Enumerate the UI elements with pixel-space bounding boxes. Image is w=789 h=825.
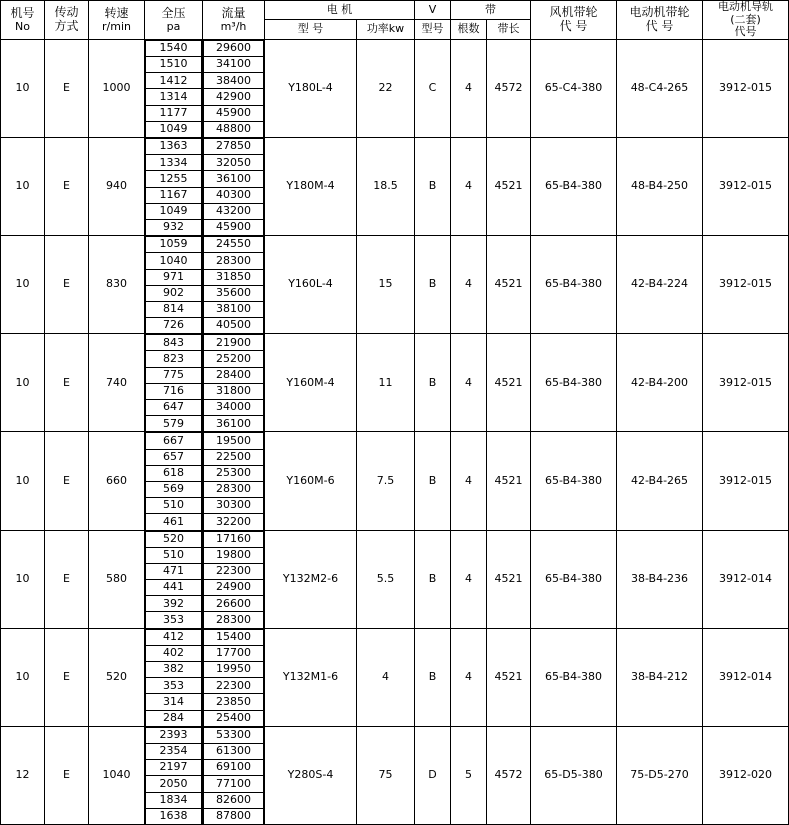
cell-flow-rate-value: 17160	[204, 531, 264, 547]
cell-motor-model: Y132M1-6	[265, 628, 357, 726]
cell-rotation-speed: 660	[89, 432, 145, 530]
cell-v-type: C	[415, 39, 451, 137]
cell-drive-type: E	[45, 432, 89, 530]
cell-belt-count: 4	[451, 138, 487, 236]
cell-flow-rate-value: 61300	[204, 743, 264, 759]
cell-total-pressure-value: 1540	[146, 40, 202, 56]
cell-flow-rate-value: 23850	[204, 694, 264, 710]
header-motor-model: 型 号	[265, 20, 357, 39]
cell-motor-model: Y132M2-6	[265, 530, 357, 628]
cell-total-pressure-value: 1314	[146, 89, 202, 105]
table-row	[1, 628, 789, 726]
cell-flow-rate-value: 26600	[204, 596, 264, 612]
cell-total-pressure-value: 569	[146, 481, 202, 497]
cell-flow-rate-value: 28300	[204, 253, 264, 269]
header-motor-power: 功率kw	[357, 20, 415, 39]
cell-flow-rate-value: 43200	[204, 203, 264, 219]
cell-total-pressure-value: 1412	[146, 73, 202, 89]
cell-flow-rate	[203, 726, 265, 824]
cell-motor-pulley: 48-C4-265	[617, 39, 703, 137]
cell-total-pressure-value: 843	[146, 335, 202, 351]
cell-flow-rate-value: 25300	[204, 465, 264, 481]
cell-total-pressure	[145, 334, 203, 432]
cell-total-pressure-value: 579	[146, 416, 202, 432]
cell-motor-pulley: 42-B4-224	[617, 236, 703, 334]
cell-total-pressure-value: 657	[146, 449, 202, 465]
cell-flow-rate-value: 19950	[204, 662, 264, 678]
cell-motor-model: Y160L-4	[265, 236, 357, 334]
table-row	[1, 530, 789, 628]
cell-drive-type: E	[45, 530, 89, 628]
cell-total-pressure	[145, 628, 203, 726]
cell-belt-length: 4521	[487, 432, 531, 530]
cell-flow-rate-value: 25200	[204, 351, 264, 367]
cell-total-pressure	[145, 138, 203, 236]
cell-total-pressure-value: 716	[146, 383, 202, 399]
cell-v-type: B	[415, 530, 451, 628]
cell-flow-rate	[203, 236, 265, 334]
table-row	[1, 236, 789, 334]
cell-total-pressure-value: 2393	[146, 727, 202, 743]
header-motor-rail: 电动机导轨 (二套) 代号	[703, 1, 789, 40]
cell-fan-pulley: 65-B4-380	[531, 432, 617, 530]
cell-total-pressure-value: 510	[146, 547, 202, 563]
cell-flow-rate-value: 87800	[204, 808, 264, 824]
cell-motor-rail: 3912-015	[703, 39, 789, 137]
cell-total-pressure-value: 667	[146, 433, 202, 449]
cell-motor-power: 75	[357, 726, 415, 824]
cell-flow-rate-value: 69100	[204, 760, 264, 776]
cell-flow-rate-value: 38100	[204, 301, 264, 317]
cell-total-pressure-value: 353	[146, 678, 202, 694]
cell-motor-rail: 3912-015	[703, 334, 789, 432]
cell-total-pressure-value: 402	[146, 645, 202, 661]
cell-total-pressure-value: 412	[146, 629, 202, 645]
cell-fan-pulley: 65-D5-380	[531, 726, 617, 824]
cell-belt-count: 4	[451, 334, 487, 432]
cell-flow-rate-value: 31800	[204, 383, 264, 399]
header-flow-rate: 流量 m³/h	[203, 1, 265, 40]
cell-drive-type: E	[45, 138, 89, 236]
cell-motor-rail: 3912-014	[703, 530, 789, 628]
cell-drive-type: E	[45, 334, 89, 432]
cell-rotation-speed: 580	[89, 530, 145, 628]
cell-v-type: D	[415, 726, 451, 824]
cell-belt-length: 4521	[487, 530, 531, 628]
cell-fan-pulley: 65-B4-380	[531, 236, 617, 334]
cell-v-type: B	[415, 628, 451, 726]
cell-rotation-speed: 1000	[89, 39, 145, 137]
cell-motor-model: Y160M-4	[265, 334, 357, 432]
cell-total-pressure-value: 1059	[146, 237, 202, 253]
table-body	[1, 39, 789, 824]
cell-total-pressure-value: 775	[146, 367, 202, 383]
cell-motor-model: Y280S-4	[265, 726, 357, 824]
cell-flow-rate-value: 28300	[204, 612, 264, 628]
cell-total-pressure	[145, 530, 203, 628]
cell-machine-no: 10	[1, 432, 45, 530]
cell-total-pressure-value: 471	[146, 563, 202, 579]
cell-total-pressure	[145, 39, 203, 137]
cell-flow-rate-value: 22500	[204, 449, 264, 465]
cell-belt-length: 4521	[487, 628, 531, 726]
cell-flow-rate	[203, 432, 265, 530]
cell-v-type: B	[415, 334, 451, 432]
cell-motor-power: 7.5	[357, 432, 415, 530]
cell-motor-rail: 3912-015	[703, 432, 789, 530]
cell-flow-rate-value: 34100	[204, 57, 264, 73]
cell-motor-pulley: 42-B4-200	[617, 334, 703, 432]
cell-flow-rate	[203, 334, 265, 432]
cell-belt-count: 4	[451, 432, 487, 530]
cell-total-pressure-value: 1638	[146, 808, 202, 824]
table-row	[1, 334, 789, 432]
cell-motor-pulley: 38-B4-212	[617, 628, 703, 726]
header-total-pressure: 全压 pa	[145, 1, 203, 40]
cell-motor-model: Y160M-6	[265, 432, 357, 530]
cell-flow-rate-value: 31850	[204, 269, 264, 285]
header-fan-pulley: 风机带轮 代 号	[531, 1, 617, 40]
cell-motor-pulley: 75-D5-270	[617, 726, 703, 824]
cell-flow-rate-value: 45900	[204, 105, 264, 121]
header-motor-pulley: 电动机带轮 代 号	[617, 1, 703, 40]
cell-flow-rate-value: 28300	[204, 481, 264, 497]
cell-total-pressure-value: 618	[146, 465, 202, 481]
cell-motor-power: 4	[357, 628, 415, 726]
cell-fan-pulley: 65-B4-380	[531, 628, 617, 726]
cell-flow-rate-value: 30300	[204, 498, 264, 514]
table-row	[1, 138, 789, 236]
cell-belt-length: 4572	[487, 726, 531, 824]
cell-flow-rate-value: 32200	[204, 514, 264, 530]
cell-flow-rate-value: 24550	[204, 237, 264, 253]
cell-total-pressure-value: 1334	[146, 155, 202, 171]
cell-total-pressure-value: 971	[146, 269, 202, 285]
cell-rotation-speed: 1040	[89, 726, 145, 824]
cell-motor-power: 5.5	[357, 530, 415, 628]
cell-machine-no: 10	[1, 138, 45, 236]
cell-flow-rate-value: 22300	[204, 563, 264, 579]
cell-total-pressure-value: 1255	[146, 171, 202, 187]
cell-drive-type: E	[45, 236, 89, 334]
table-header	[1, 1, 789, 40]
cell-flow-rate-value: 82600	[204, 792, 264, 808]
cell-total-pressure-value: 392	[146, 596, 202, 612]
cell-flow-rate-value: 15400	[204, 629, 264, 645]
cell-flow-rate-value: 53300	[204, 727, 264, 743]
cell-drive-type: E	[45, 726, 89, 824]
cell-flow-rate-value: 36100	[204, 416, 264, 432]
cell-motor-power: 11	[357, 334, 415, 432]
cell-motor-power: 22	[357, 39, 415, 137]
table-row	[1, 726, 789, 824]
header-belt-length: 带长	[487, 20, 531, 39]
header-v-group: V	[415, 1, 451, 20]
cell-flow-rate	[203, 530, 265, 628]
cell-total-pressure-value: 510	[146, 498, 202, 514]
cell-machine-no: 10	[1, 334, 45, 432]
cell-total-pressure	[145, 432, 203, 530]
cell-flow-rate-value: 40500	[204, 318, 264, 334]
cell-total-pressure-value: 647	[146, 400, 202, 416]
cell-total-pressure-value: 461	[146, 514, 202, 530]
cell-flow-rate-value: 28400	[204, 367, 264, 383]
cell-motor-rail: 3912-015	[703, 236, 789, 334]
cell-flow-rate-value: 19500	[204, 433, 264, 449]
cell-drive-type: E	[45, 39, 89, 137]
cell-motor-pulley: 42-B4-265	[617, 432, 703, 530]
cell-total-pressure-value: 1363	[146, 139, 202, 155]
cell-belt-count: 4	[451, 39, 487, 137]
cell-total-pressure-value: 726	[146, 318, 202, 334]
cell-total-pressure-value: 1177	[146, 105, 202, 121]
cell-flow-rate-value: 35600	[204, 285, 264, 301]
cell-flow-rate-value: 24900	[204, 580, 264, 596]
header-belt-group: 带	[451, 1, 531, 20]
cell-flow-rate	[203, 138, 265, 236]
cell-belt-length: 4521	[487, 334, 531, 432]
cell-total-pressure-value: 382	[146, 662, 202, 678]
cell-flow-rate	[203, 628, 265, 726]
cell-total-pressure-value: 1167	[146, 187, 202, 203]
cell-fan-pulley: 65-B4-380	[531, 530, 617, 628]
cell-machine-no: 12	[1, 726, 45, 824]
cell-belt-count: 4	[451, 530, 487, 628]
cell-belt-count: 4	[451, 628, 487, 726]
cell-motor-rail: 3912-020	[703, 726, 789, 824]
cell-flow-rate-value: 42900	[204, 89, 264, 105]
cell-total-pressure-value: 1834	[146, 792, 202, 808]
cell-motor-power: 18.5	[357, 138, 415, 236]
cell-flow-rate-value: 25400	[204, 710, 264, 726]
cell-flow-rate-value: 77100	[204, 776, 264, 792]
cell-rotation-speed: 830	[89, 236, 145, 334]
cell-motor-power: 15	[357, 236, 415, 334]
cell-rotation-speed: 940	[89, 138, 145, 236]
cell-motor-pulley: 48-B4-250	[617, 138, 703, 236]
cell-total-pressure-value: 520	[146, 531, 202, 547]
cell-total-pressure-value: 2354	[146, 743, 202, 759]
cell-flow-rate-value: 38400	[204, 73, 264, 89]
cell-motor-pulley: 38-B4-236	[617, 530, 703, 628]
cell-total-pressure-value: 814	[146, 301, 202, 317]
table-row	[1, 39, 789, 137]
cell-total-pressure-value: 902	[146, 285, 202, 301]
cell-machine-no: 10	[1, 236, 45, 334]
cell-belt-length: 4572	[487, 39, 531, 137]
cell-total-pressure-value: 1049	[146, 121, 202, 137]
cell-machine-no: 10	[1, 530, 45, 628]
cell-flow-rate-value: 40300	[204, 187, 264, 203]
cell-belt-count: 5	[451, 726, 487, 824]
cell-v-type: B	[415, 138, 451, 236]
cell-machine-no: 10	[1, 628, 45, 726]
cell-total-pressure	[145, 236, 203, 334]
header-v-type: 型号	[415, 20, 451, 39]
cell-total-pressure-value: 1040	[146, 253, 202, 269]
header-machine-no: 机号 No	[1, 1, 45, 40]
cell-belt-count: 4	[451, 236, 487, 334]
cell-drive-type: E	[45, 628, 89, 726]
cell-total-pressure-value: 1510	[146, 57, 202, 73]
cell-flow-rate-value: 45900	[204, 219, 264, 235]
cell-flow-rate-value: 36100	[204, 171, 264, 187]
cell-belt-length: 4521	[487, 236, 531, 334]
cell-flow-rate-value: 21900	[204, 335, 264, 351]
header-rotation-speed: 转速 r/min	[89, 1, 145, 40]
header-drive-type: 传动 方式	[45, 1, 89, 40]
cell-motor-model: Y180L-4	[265, 39, 357, 137]
header-belt-count: 根数	[451, 20, 487, 39]
cell-flow-rate-value: 34000	[204, 400, 264, 416]
table-row	[1, 432, 789, 530]
cell-fan-pulley: 65-B4-380	[531, 334, 617, 432]
cell-fan-pulley: 65-B4-380	[531, 138, 617, 236]
cell-motor-rail: 3912-014	[703, 628, 789, 726]
cell-belt-length: 4521	[487, 138, 531, 236]
cell-total-pressure-value: 1049	[146, 203, 202, 219]
cell-motor-model: Y180M-4	[265, 138, 357, 236]
cell-machine-no: 10	[1, 39, 45, 137]
cell-flow-rate-value: 48800	[204, 121, 264, 137]
cell-total-pressure-value: 932	[146, 219, 202, 235]
cell-total-pressure	[145, 726, 203, 824]
cell-v-type: B	[415, 236, 451, 334]
cell-total-pressure-value: 2197	[146, 760, 202, 776]
cell-rotation-speed: 740	[89, 334, 145, 432]
cell-motor-rail: 3912-015	[703, 138, 789, 236]
cell-flow-rate-value: 22300	[204, 678, 264, 694]
cell-total-pressure-value: 314	[146, 694, 202, 710]
cell-total-pressure-value: 284	[146, 710, 202, 726]
cell-total-pressure-value: 2050	[146, 776, 202, 792]
cell-flow-rate-value: 27850	[204, 139, 264, 155]
header-row	[1, 1, 789, 20]
cell-v-type: B	[415, 432, 451, 530]
cell-flow-rate-value: 19800	[204, 547, 264, 563]
cell-total-pressure-value: 353	[146, 612, 202, 628]
cell-flow-rate-value: 29600	[204, 40, 264, 56]
cell-rotation-speed: 520	[89, 628, 145, 726]
cell-flow-rate	[203, 39, 265, 137]
header-motor-group: 电 机	[265, 1, 415, 20]
cell-total-pressure-value: 441	[146, 580, 202, 596]
cell-flow-rate-value: 32050	[204, 155, 264, 171]
cell-total-pressure-value: 823	[146, 351, 202, 367]
cell-flow-rate-value: 17700	[204, 645, 264, 661]
cell-fan-pulley: 65-C4-380	[531, 39, 617, 137]
